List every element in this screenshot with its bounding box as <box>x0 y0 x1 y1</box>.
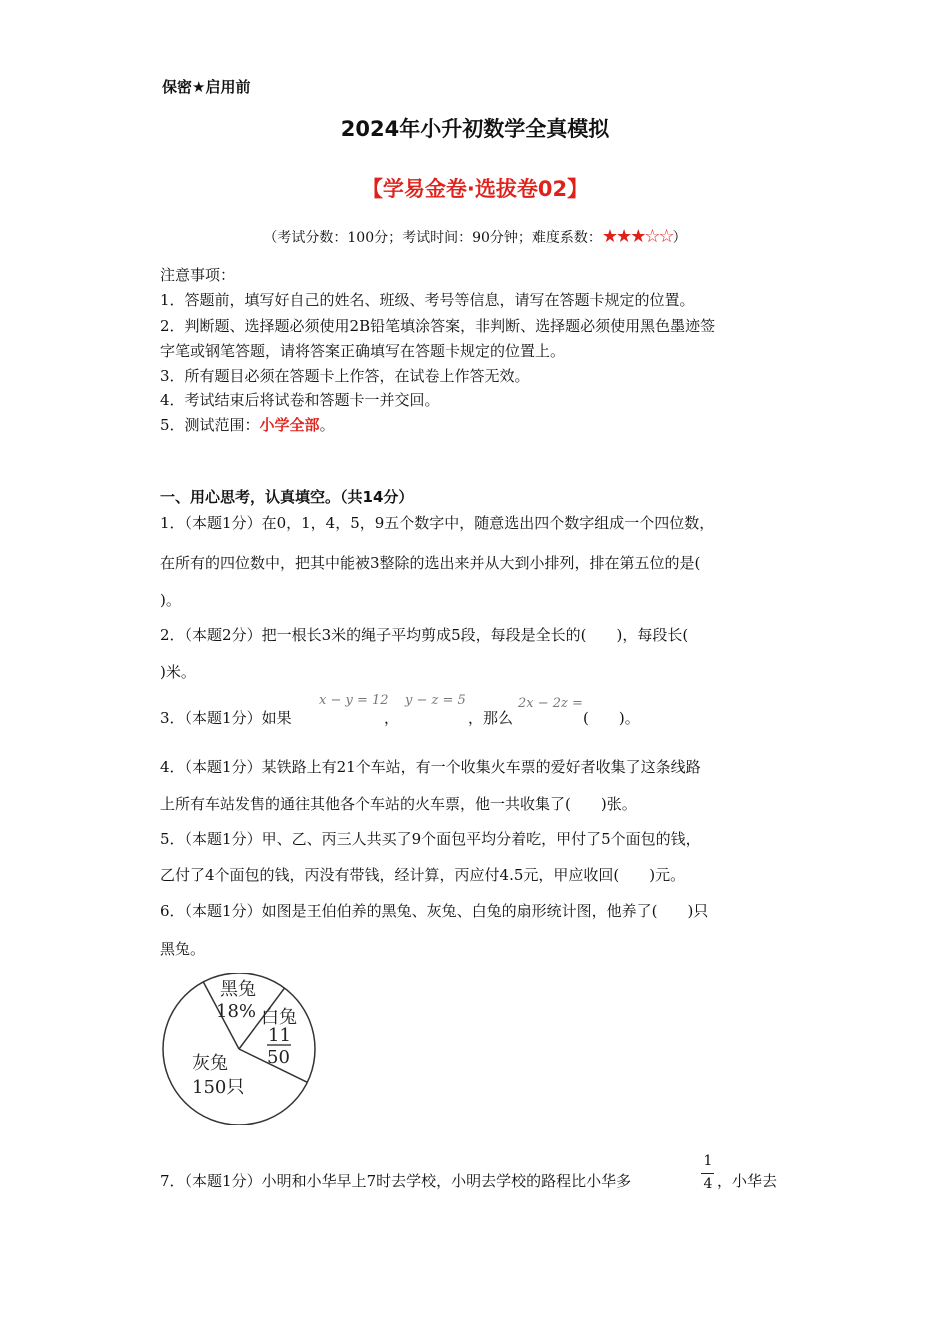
q3-blank: ( )。 <box>583 709 640 727</box>
confidential-label: 保密★启用前 <box>162 78 251 96</box>
q4-line2: 上所有车站发售的通往其他各个车站的火车票，他一共收集了( )张。 <box>160 795 637 813</box>
stars-filled: ★★★ <box>601 226 645 247</box>
note-item-4: 4．考试结束后将试卷和答题卡一并交回。 <box>160 391 440 409</box>
q1-line1: 1．（本题1分）在0，1，4，5，9五个数字中，随意选出四个数字组成一个四位数， <box>160 514 715 532</box>
rabbit-pie-chart <box>160 973 320 1125</box>
test-scope: 小学全部 <box>259 416 320 434</box>
difficulty-stars-icon <box>602 226 673 247</box>
exam-info-prefix: （考试分数：100分；考试时间：90分钟；难度系数： <box>263 230 602 246</box>
q3-prefix: 3．（本题1分）如果 <box>160 709 292 727</box>
q5-line1: 5．（本题1分）甲、乙、丙三人共买了9个面包平均分着吃，甲付了5个面包的钱， <box>160 830 701 848</box>
stars-empty: ☆☆ <box>644 226 673 247</box>
q2-line2: )米。 <box>160 663 196 681</box>
q1-line3: )。 <box>160 591 181 609</box>
q7-fraction-denominator: 4 <box>703 1176 713 1192</box>
q3-comma: ， <box>384 709 400 727</box>
note-item-5-prefix: 5．测试范围： <box>160 416 260 434</box>
q3-then: ，那么 <box>468 709 514 727</box>
q7-fraction-bar <box>701 1173 714 1174</box>
q6-line2: 黑兔。 <box>160 940 206 958</box>
q2-line1: 2．（本题2分）把一根长3米的绳子平均剪成5段，每段是全长的( )，每段长( <box>160 626 689 644</box>
slice-value-black-rabbit: 18% <box>216 1001 257 1022</box>
q5-line2: 乙付了4个面包的钱，丙没有带钱，经计算，丙应付4.5元，甲应收回( )元。 <box>160 866 686 884</box>
slice-value-white-rabbit-num: 11 <box>268 1025 291 1046</box>
q3-formula-1: x − y = 12 <box>319 693 389 708</box>
exam-info-suffix: ） <box>672 230 687 246</box>
exam-info <box>0 226 950 247</box>
slice-label-gray-rabbit: 灰兔 <box>192 1053 228 1074</box>
page-title: 2024年小升初数学全真模拟 <box>340 117 610 141</box>
q3-formula-2: y − z = 5 <box>405 693 466 708</box>
q7-fraction-numerator: 1 <box>703 1153 713 1169</box>
section-heading: 一、用心思考，认真填空。（共14分） <box>160 488 414 506</box>
slice-value-gray-rabbit: 150只 <box>192 1077 245 1098</box>
slice-value-white-rabbit-den: 50 <box>267 1047 290 1068</box>
note-item-3: 3．所有题目必须在答题卡上作答，在试卷上作答无效。 <box>160 367 530 385</box>
paper-subtitle: 【学易金卷·选拔卷02】 <box>361 177 589 201</box>
q3-formula-3: 2x − 2z = <box>518 696 583 711</box>
q1-line2: 在所有的四位数中，把其中能被3整除的选出来并从大到小排列，排在第五位的是( <box>160 554 701 572</box>
slice-label-white-rabbit: 白兔 <box>261 1007 297 1028</box>
note-item-2-line1: 2．判断题、选择题必须使用2B铅笔填涂答案，非判断、选择题必须使用黑色墨迹签 <box>160 317 716 335</box>
q4-line1: 4．（本题1分）某铁路上有21个车站，有一个收集火车票的爱好者收集了这条线路 <box>160 758 701 776</box>
q6-line1: 6．（本题1分）如图是王伯伯养的黑兔、灰兔、白兔的扇形统计图，他养了( )只 <box>160 902 709 920</box>
note-item-2-line2: 字笔或钢笔答题，请将答案正确填写在答题卡规定的位置上。 <box>160 342 566 360</box>
q7-suffix: ，小华去 <box>717 1172 778 1190</box>
notes-heading: 注意事项： <box>160 266 236 284</box>
q7-prefix: 7．（本题1分）小明和小华早上7时去学校，小明去学校的路程比小华多 <box>160 1172 632 1190</box>
slice-label-black-rabbit: 黑兔 <box>220 979 256 1000</box>
note-item-5-suffix: 。 <box>319 416 335 434</box>
note-item-5 <box>160 414 335 435</box>
note-item-1: 1．答题前，填写好自己的姓名、班级、考号等信息，请写在答题卡规定的位置。 <box>160 291 695 309</box>
